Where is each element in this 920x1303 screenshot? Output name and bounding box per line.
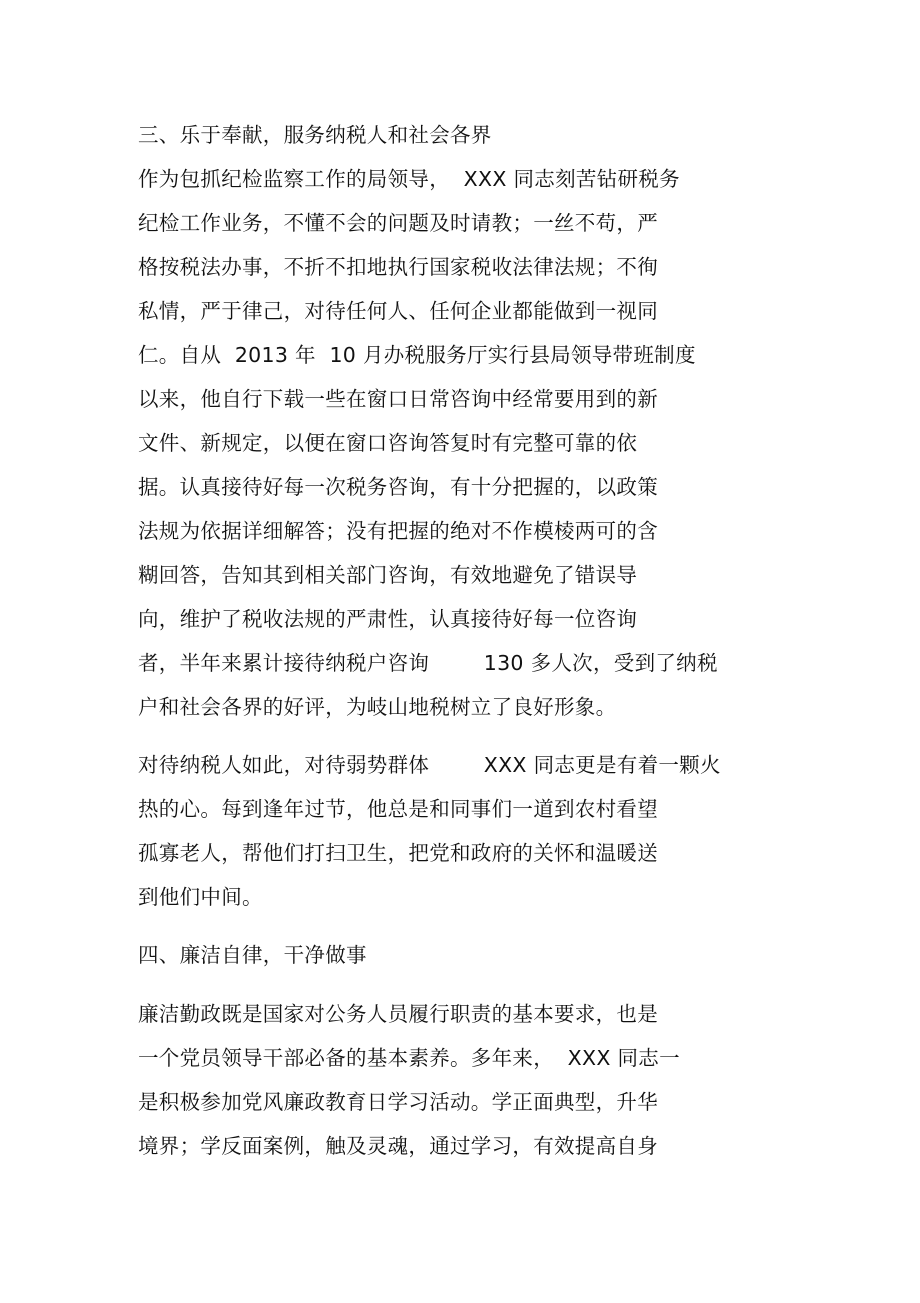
paragraph-line: 境界；学反面案例，触及灵魂，通过学习，有效提高自身 [138,1134,658,1158]
paragraph-line: 向，维护了税收法规的严肃性，认真接待好每一位咨询 [138,607,638,631]
paragraph-line: 廉洁勤政既是国家对公务人员履行职责的基本要求，也是 [138,1002,658,1026]
paragraph-line: 对待纳税人如此，对待弱势群体 XXX 同志更是有着一颗火 [138,753,721,777]
paragraph-line: 以来，他自行下载一些在窗口日常咨询中经常要用到的新 [138,387,658,411]
paragraph-line: 孤寡老人，帮他们打扫卫生，把党和政府的关怀和温暖送 [138,841,658,865]
paragraph-line: 糊回答，告知其到相关部门咨询，有效地避免了错误导 [138,563,638,587]
paragraph-line: 热的心。每到逢年过节，他总是和同事们一道到农村看望 [138,797,658,821]
paragraph-line: 格按税法办事，不折不扣地执行国家税收法律法规；不徇 [138,255,658,279]
paragraph-line: 私情，严于律己，对待任何人、任何企业都能做到一视同 [138,299,658,323]
paragraph-line: 是积极参加党风廉政教育日学习活动。学正面典型，升华 [138,1090,658,1114]
paragraph-line: 一个党员领导干部必备的基本素养。多年来， XXX 同志一 [138,1046,680,1070]
paragraph-line: 纪检工作业务，不懂不会的问题及时请教；一丝不苟，严 [138,211,658,235]
paragraph-line: 者，半年来累计接待纳税户咨询 130 多人次，受到了纳税 [138,651,718,675]
paragraph-line: 据。认真接待好每一次税务咨询，有十分把握的，以政策 [138,475,658,499]
paragraph-line: 文件、新规定，以便在窗口咨询答复时有完整可靠的依 [138,431,638,455]
paragraph-line: 户和社会各界的好评，为岐山地税树立了良好形象。 [138,695,617,719]
paragraph-line: 作为包抓纪检监察工作的局领导， XXX 同志刻苦钻研税务 [138,167,680,191]
paragraph-line: 法规为依据详细解答；没有把握的绝对不作模棱两可的含 [138,519,658,543]
section-heading-4: 四、廉洁自律，干净做事 [138,943,367,967]
paragraph-line: 仁。自从 2013 年 10 月办税服务厅实行县局领导带班制度 [138,343,696,367]
paragraph-line: 到他们中间。 [138,885,263,909]
section-heading-3: 三、乐于奉献，服务纳税人和社会各界 [138,123,492,147]
